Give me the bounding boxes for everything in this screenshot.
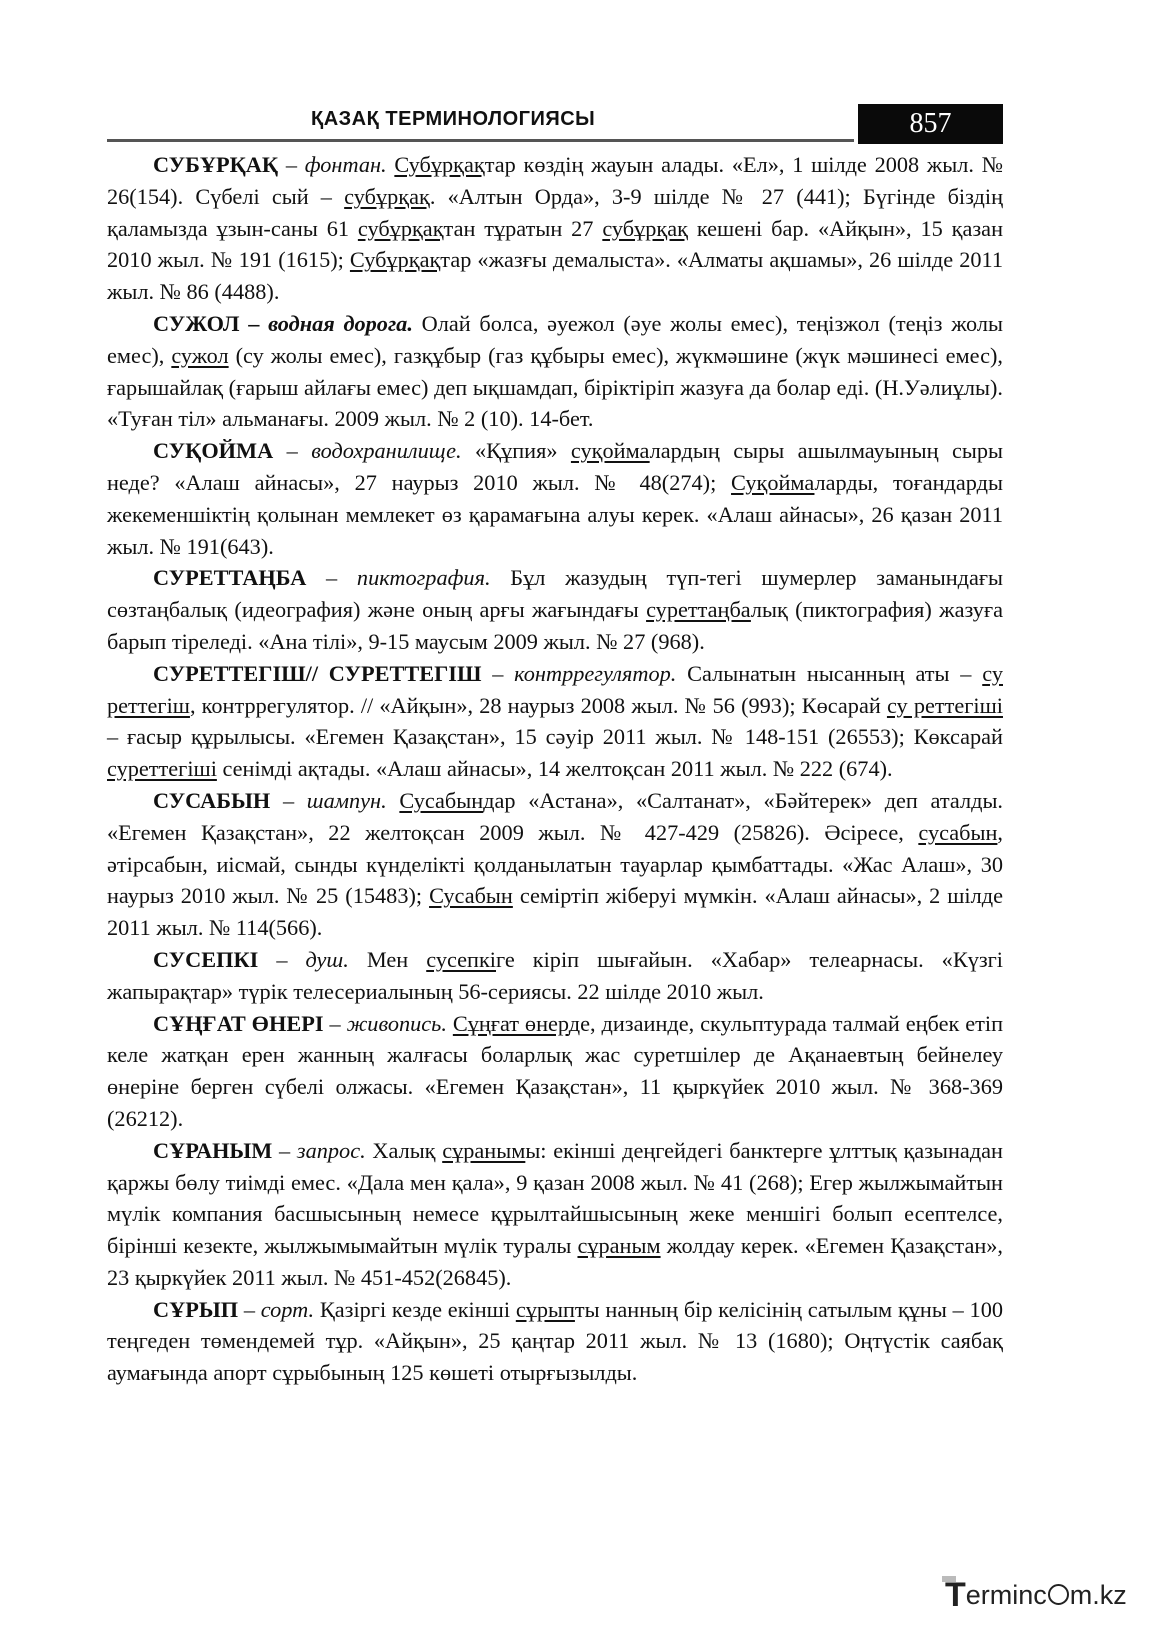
underlined-term: Сусабын — [429, 883, 513, 909]
underlined-term: субұрқақ — [344, 183, 430, 209]
watermark-logo — [945, 1576, 1127, 1615]
underlined-term: сұрып — [515, 1296, 575, 1322]
underlined-term: сұраным — [577, 1233, 661, 1259]
entry-dash: – — [278, 152, 305, 177]
entry-gloss: душ. — [305, 946, 349, 972]
header-rule — [107, 139, 854, 142]
entry-dash: – — [306, 565, 357, 591]
entry-dash: – — [323, 1010, 347, 1036]
underlined-term: Сұңғат өнер — [452, 1010, 569, 1036]
dictionary-entry: СҰРЫП – сорт. Қазіргі кезде екінші сұрыпты нанның бір келісінің сатылым құны – 100 теңгеден төмендемей тұр. «Айқын», 25 қаңтар 2011 жыл. № 13 (1680); Оңтүстік саябақ аумағында апорт сұрыбының 125 көшеті отырғызылды. — [107, 1296, 1004, 1386]
underlined-term: суқойма — [570, 438, 650, 464]
entry-gloss: водная дорога. — [268, 310, 413, 336]
entry-term: СҰҢҒАТ ӨНЕРІ — [153, 1010, 324, 1036]
entry-gloss: живопись. — [346, 1010, 447, 1036]
underlined-term: сусепкі — [426, 946, 496, 972]
dictionary-entry: СУРЕТТЕГІШ// СУРЕТТЕГІШ – контррегулятор. Салынатын нысанның аты – су реттегіш, контррегулятор. // «Айқын», 28 наурыз 2008 жыл. № 56 (993); Көсарай су реттегіші – ғасыр құрылысы. «Егемен Қазақстан», 15 сәуір 2011 жыл. № 148-151 (26553); Көксарай суреттегіші сенімді ақтады. «Алаш айнасы», 14 желтоқсан 2011 жыл. № 222 (674). — [107, 660, 1003, 782]
dictionary-entry: СУБҰРҚАҚ – фонтан. Субұрқақтар көздің жауын алады. «Ел», 1 шілде 2008 жыл. № 26(154). Сүбелі сый – субұрқақ. «Алтын Орда», 3-9 шілде № 27 (441); Бүгінде біздің қаламызда ұзын-саны 61 субұрқақтан тұратын 27 субұрқақ кешені бар. «Айқын», 15 қазан 2010 жыл. № 191 (1615); Субұрқақтар «жазғы демалыста». «Алматы ақшамы», 26 шілде 2011 жыл. № 86 (4488). — [107, 152, 1004, 305]
watermark-text-start: erminc — [965, 1580, 1047, 1610]
dictionary-entry: СҰРАНЫМ – запрос. Халық сұранымы: екінші деңгейдегі банктерге ұлттық қазынадан қаржы бөлу тиімді емес. «Дала мен қала», 9 қазан 2008 жыл. № 41 (268); Егер жылжымайтын мүлік компания басшысының немесе құрылтайшысының жеке меншігі болып есептелсе, бірінші кезекте, жылжымымайтын мүлік туралы сұраным жолдау керек. «Егемен Қазақстан», 23 қыркүйек 2011 жыл. № 451-452(26845). — [107, 1137, 1004, 1290]
page-header — [107, 104, 1003, 144]
dictionary-entry: СУЖОЛ – водная дорога. Олай болса, әуежол (әуе жолы емес), теңізжол (теңіз жолы емес), сужол (су жолы емес), газқұбыр (газ құбыры емес), жүкмәшине (жүк мәшинесі емес), ғарышайлақ (ғарыш айлағы емес) деп ықшамдап, біріктіріп жазуға да болар еді. (Н.Уәлиұлы). «Туған тіл» альманағы. 2009 жыл. № 2 (10). 14-бет. — [107, 310, 1004, 432]
watermark-initial: T — [945, 1576, 966, 1614]
entry-gloss: запрос. — [296, 1137, 366, 1163]
entry-dash: – — [481, 660, 515, 686]
underlined-term: субұрқақ — [357, 215, 444, 241]
entry-term: СУҚОЙМА — [153, 438, 274, 464]
underlined-term: сужол — [171, 342, 229, 368]
underlined-term: суреттаңба — [646, 597, 751, 623]
underlined-term: суреттегіші — [107, 756, 217, 782]
entry-gloss: пиктография. — [356, 565, 491, 591]
underlined-term: субұрқақ — [602, 215, 688, 241]
entry-gloss: контррегулятор. — [514, 660, 677, 686]
entry-term: СУРЕТТАҢБА — [153, 565, 307, 591]
underlined-term: Сусабын — [399, 787, 484, 813]
entry-gloss: шампун. — [306, 787, 387, 813]
underlined-term: Субұрқақ — [349, 247, 441, 273]
entry-gloss: сорт. — [260, 1296, 315, 1322]
entry-gloss: водохранилище. — [311, 438, 462, 464]
dictionary-entry: СУҚОЙМА – водохранилище. «Құпия» суқоймалардың сыры ашылмауының сыры неде? «Алаш айнасы», 27 наурыз 2010 жыл. № 48(274); Суқоймаларды, тоғандарды жекеменшіктің қолынан мемлекет өз қарамағына алуы керек. «Алаш айнасы», 26 қазан 2011 жыл. № 191(643). — [107, 438, 1003, 559]
underlined-term: Субұрқақ — [394, 152, 485, 177]
entry-term: СУБҰРҚАҚ — [153, 152, 279, 177]
entry-term: СҰРЫП — [153, 1296, 239, 1322]
page-number: 857 — [858, 104, 1003, 144]
watermark-text-end: m.kz — [1069, 1580, 1127, 1610]
dictionary-entries — [107, 149, 1003, 1389]
running-title: ҚАЗАҚ ТЕРМИНОЛОГИЯСЫ — [311, 108, 596, 130]
dictionary-entry: СУСЕПКІ – душ. Мен сусепкіге кіріп шығайын. «Хабар» телеарнасы. «Күзгі жапырақтар» түрік телесериалының 56-сериясы. 22 шілде 2010 жыл. — [107, 946, 1003, 1004]
dictionary-entry: СҰҢҒАТ ӨНЕРІ – живопись. Сұңғат өнерде, дизаинде, скульптурада талмай еңбек етіп келе жатқан ерен жанның жалғасы боларлық жас суретшілер де Ақанаевтың бейнелеу өнеріне берген сүбелі олжасы. «Егемен Қазақстан», 11 қыркүйек 2010 жыл. № 368-369 (26212). — [107, 1010, 1004, 1131]
entry-dash: – — [239, 310, 269, 336]
underlined-term: Суқойма — [731, 469, 815, 495]
entry-gloss: фонтан. — [304, 152, 387, 177]
entry-dash: – — [272, 1137, 297, 1163]
entry-term: СУЖОЛ — [153, 310, 240, 336]
underlined-term: су реттегіш — [107, 660, 1003, 718]
underlined-term: сұраным — [442, 1137, 526, 1163]
dictionary-entry: СУРЕТТАҢБА – пиктография. Бұл жазудың түп-тегі шумерлер заманындағы сөзтаңбалық (идеография) және оның арғы жағындағы суреттаңбалық (пиктография) жазуға барып тіреледі. «Ана тілі», 9-15 маусым 2009 жыл. № 27 (968). — [107, 565, 1003, 654]
dictionary-entry: СУСАБЫН – шампун. Сусабындар «Астана», «Салтанат», «Бәйтерек» деп аталды. «Егемен Қазақстан», 22 желтоқсан 2009 жыл. № 427-429 (25826). Әсіресе, сусабын, әтірсабын, иісмай, сынды күнделікті қолданылатын тауарлар қымбаттады. «Жас Алаш», 30 наурыз 2010 жыл. № 25 (15483); Сусабын семіртіп жіберуі мүмкін. «Алаш айнасы», 2 шілде 2011 жыл. № 114(566). — [107, 787, 1004, 941]
entry-term: СҰРАНЫМ — [153, 1137, 273, 1163]
entry-dash: – — [270, 787, 307, 813]
entry-term: СУСЕПКІ — [153, 946, 259, 972]
entry-dash: – — [238, 1296, 261, 1322]
underlined-term: су реттегіші — [886, 692, 1003, 718]
entry-dash: – — [258, 946, 306, 972]
underlined-term: сусабын — [918, 819, 998, 845]
entry-dash: – — [273, 438, 312, 464]
watermark-o-icon — [1048, 1584, 1069, 1605]
entry-term: СУСАБЫН — [153, 787, 271, 813]
entry-term: СУРЕТТЕГІШ// СУРЕТТЕГІШ — [153, 660, 482, 686]
